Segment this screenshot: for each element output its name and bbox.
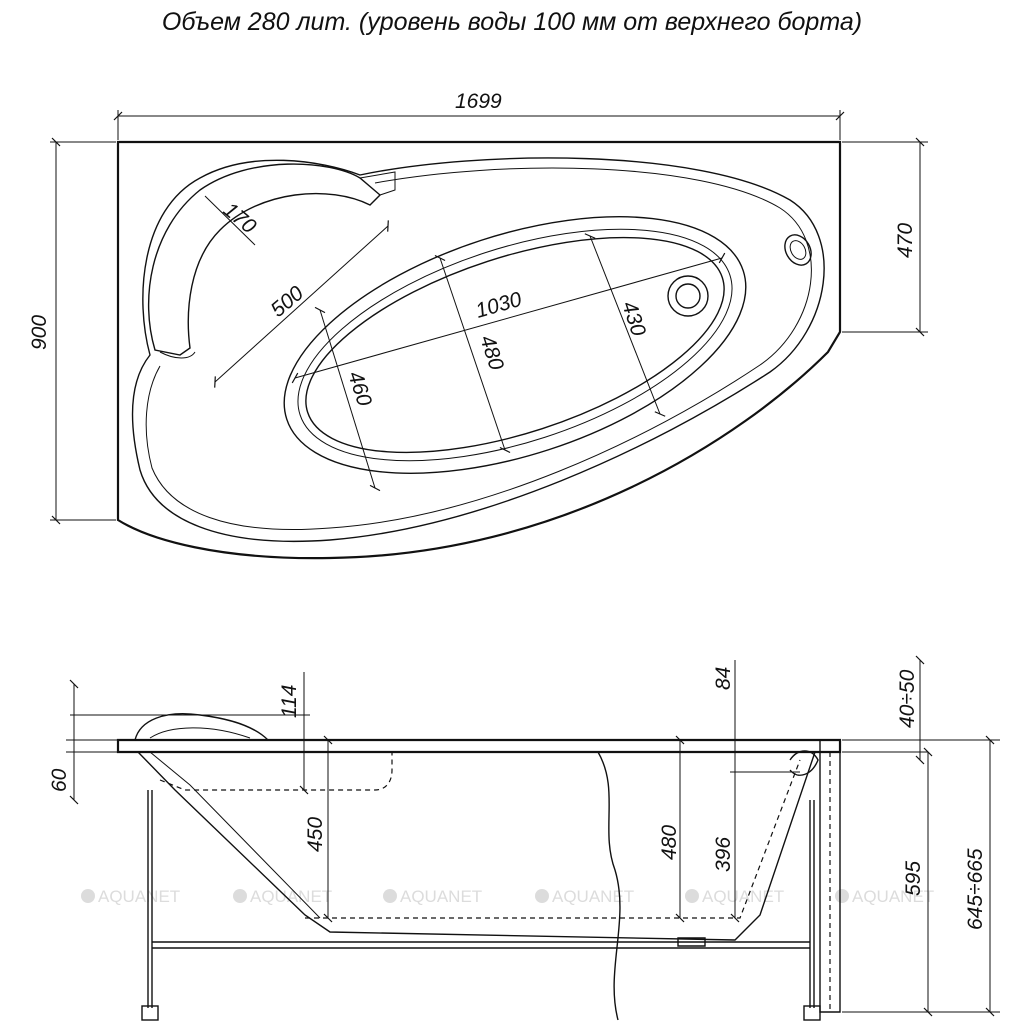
dim-bowl-length: 1030 [473, 287, 525, 323]
dim-length: 1699 [455, 90, 502, 113]
svg-text:AQUANET: AQUANET [250, 887, 333, 906]
seat-contour [160, 752, 392, 790]
dim-width: 900 [28, 314, 51, 350]
dim-backrest: 500 [266, 281, 309, 322]
dim-headrest-height: 114 [278, 684, 301, 718]
dim-panel-height: 595 [902, 860, 925, 896]
bowl-outer [253, 166, 777, 524]
drawing-title: Объем 280 лит. (уровень воды 100 мм от верхнего борта) [161, 8, 863, 36]
dim-armrest: 170 [218, 198, 261, 239]
dim-rim-left: 60 [48, 768, 71, 792]
headrest [135, 714, 268, 740]
watermark-1 [81, 887, 180, 906]
dim-overflow: 84 [712, 666, 735, 690]
foot-left [142, 1006, 158, 1020]
watermark-3 [383, 887, 482, 906]
top-view [28, 90, 928, 558]
dim-bowl-width-foot: 460 [343, 368, 376, 409]
dim-drain-level: 396 [712, 836, 735, 872]
svg-text:AQUANET: AQUANET [702, 887, 785, 906]
rim-side [118, 740, 840, 752]
dim-total-height: 645÷665 [964, 848, 987, 930]
svg-text:AQUANET: AQUANET [400, 887, 483, 906]
dim-bowl-width-head: 430 [617, 298, 650, 339]
bowl-inner [280, 194, 749, 496]
foot-right [804, 1006, 820, 1020]
dim-right-side: 470 [894, 222, 917, 258]
dim-seat-depth: 450 [304, 816, 327, 852]
svg-text:AQUANET: AQUANET [552, 887, 635, 906]
watermark-row [81, 887, 934, 906]
drain-icon [668, 276, 708, 316]
svg-text:AQUANET: AQUANET [98, 887, 181, 906]
dim-rim-step: 40÷50 [896, 669, 919, 728]
svg-text:AQUANET: AQUANET [852, 887, 935, 906]
watermark-2 [233, 887, 332, 906]
dim-bowl-width-center: 480 [475, 332, 508, 373]
dim-inner-depth: 480 [658, 824, 681, 860]
side-view [48, 660, 1000, 1020]
break-line [598, 752, 620, 1020]
